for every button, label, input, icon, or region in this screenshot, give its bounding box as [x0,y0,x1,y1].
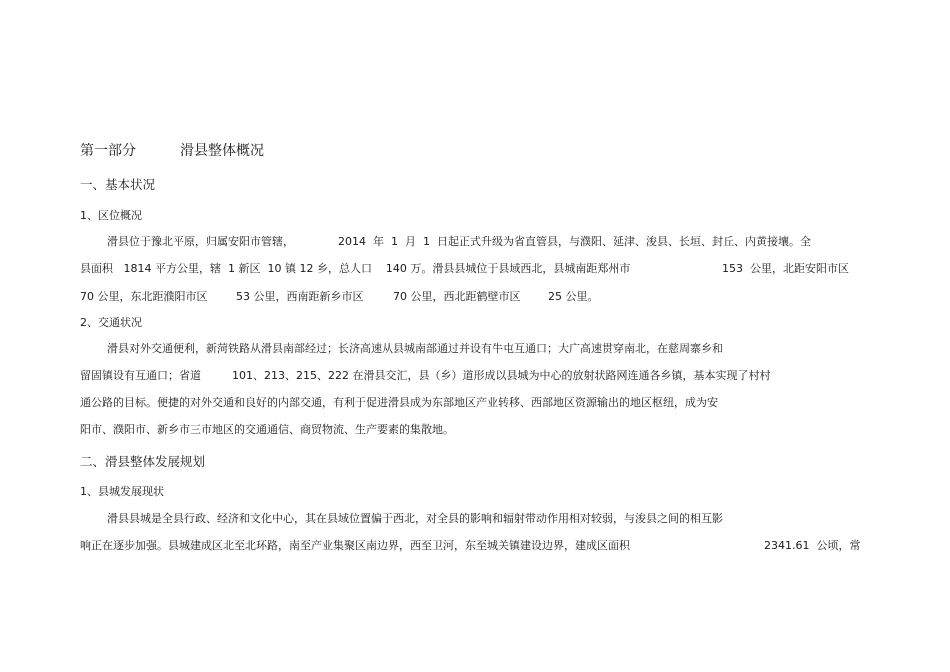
text-segment: 滑县对外交通便利，新菏铁路从滑县南部经过；长济高速从县城南部通过并设有牛屯互通口；大广高速贯穿南北，在慈周寨乡和 [107,342,723,355]
text-segment: 2014 年 1 月 1 日起正式升级为省直管县，与濮阳、延津、浚县、长垣、封丘、内黄接壤。全 [338,235,811,248]
text-segment: 101、213、215、222 在滑县交汇，县（乡）道形成以县城为中心的放射状路网连通各乡镇，基本实现了村村 [232,369,771,382]
text-segment: 70 公里，西北距鹤壁市区 [393,290,521,303]
text-segment: 70 公里，东北距濮阳市区 [80,290,208,303]
subsection-heading-text: 2、交通状况 [80,316,142,329]
text-segment: 滑县县城是全县行政、经济和文化中心，其在县域位置偏于西北，对全县的影响和辐射带动作用相对较弱，与浚县之间的相互影 [107,512,723,525]
text-segment: 阳市、濮阳市、新乡市三市地区的交通通信、商贸物流、生产要素的集散地。 [80,423,454,436]
text-segment: 通公路的目标。便捷的对外交通和良好的内部交通，有利于促进滑县成为东部地区产业转移、西部地区资源输出的地区枢纽，成为安 [80,396,718,409]
text-segment: 25 公里。 [548,290,599,303]
section-heading-text: 一、基本状况 [80,177,156,192]
part-title-prefix: 第一部分 [80,143,136,159]
text-segment: 53 公里，西南距新乡市区 [236,290,364,303]
part-title-text: 滑县整体概况 [180,143,264,159]
text-segment: 153 公里，北距安阳市区 [722,262,849,275]
text-segment: 2341.61 公顷，常 [764,539,861,552]
section-heading-text: 二、滑县整体发展规划 [80,454,206,469]
text-segment: 响正在逐步加强。县城建成区北至北环路，南至产业集聚区南边界，西至卫河，东至城关镇建设边界，建成区面积 [80,539,630,552]
subsection-heading-text: 1、县城发展现状 [80,485,164,498]
subsection-heading-text: 1、区位概况 [80,209,142,222]
text-segment: 留固镇设有互通口；省道 [80,369,201,382]
text-segment: 滑县位于豫北平原，归属安阳市管辖， [107,235,294,248]
text-segment: 县面积 1814 平方公里，辖 1 新区 10 镇 12 乡，总人口 140 万。滑县县城位于县域西北，县城南距郑州市 [80,262,631,275]
paragraph-line [0,539,861,595]
